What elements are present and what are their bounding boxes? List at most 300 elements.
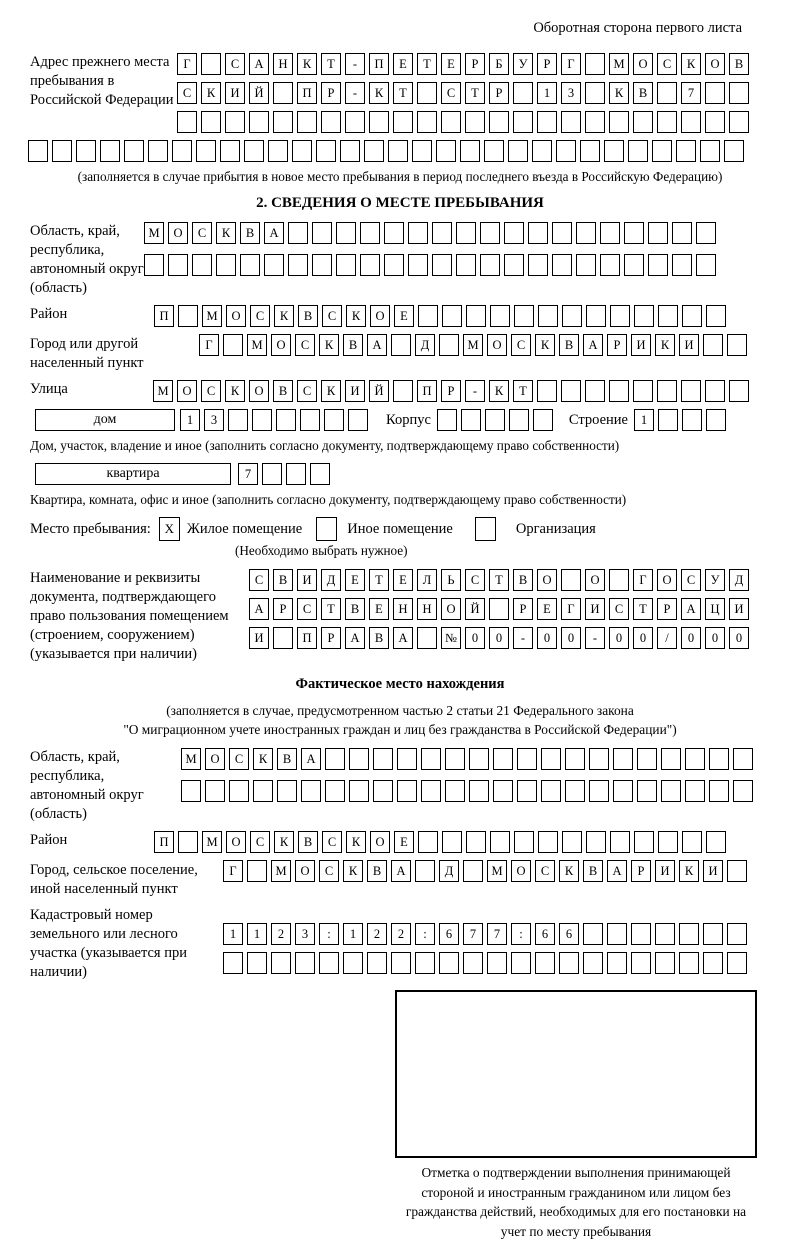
char-cell[interactable] [271,952,291,974]
char-cell[interactable]: С [511,334,531,356]
char-cell[interactable]: К [274,831,294,853]
char-cell[interactable]: 2 [271,923,291,945]
char-cell[interactable] [324,409,344,431]
char-cell[interactable] [336,254,356,276]
char-cell[interactable]: К [346,831,366,853]
char-cell[interactable]: Е [394,831,414,853]
char-cell[interactable]: С [535,860,555,882]
char-cell[interactable] [682,409,702,431]
char-cell[interactable] [273,627,293,649]
char-cell[interactable]: К [201,82,221,104]
char-cell[interactable] [682,831,702,853]
char-cell[interactable] [168,254,188,276]
char-cell[interactable]: 1 [247,923,267,945]
char-cell[interactable] [513,82,533,104]
char-cell[interactable]: О [657,569,677,591]
char-cell[interactable]: К [346,305,366,327]
char-cell[interactable] [463,860,483,882]
char-cell[interactable] [301,780,321,802]
char-cell[interactable] [706,305,726,327]
char-cell[interactable] [421,780,441,802]
char-cell[interactable] [514,831,534,853]
char-cell[interactable] [657,380,677,402]
char-cell[interactable] [729,82,749,104]
char-cell[interactable]: М [271,860,291,882]
char-cell[interactable]: О [249,380,269,402]
checkbox-organization[interactable] [475,517,496,541]
char-cell[interactable]: С [441,82,461,104]
char-cell[interactable]: И [585,598,605,620]
char-cell[interactable]: Ц [705,598,725,620]
char-cell[interactable]: К [489,380,509,402]
char-cell[interactable] [480,222,500,244]
char-cell[interactable] [228,409,248,431]
char-cell[interactable]: И [225,82,245,104]
char-cell[interactable]: Н [393,598,413,620]
char-cell[interactable] [466,305,486,327]
char-cell[interactable] [513,111,533,133]
char-cell[interactable]: И [729,598,749,620]
char-cell[interactable] [637,748,657,770]
char-cell[interactable] [52,140,72,162]
char-cell[interactable] [300,409,320,431]
char-cell[interactable] [485,409,505,431]
char-cell[interactable] [415,952,435,974]
char-cell[interactable]: У [705,569,725,591]
char-cell[interactable] [706,409,726,431]
char-cell[interactable] [223,334,243,356]
char-cell[interactable]: 2 [367,923,387,945]
char-cell[interactable]: № [441,627,461,649]
char-cell[interactable] [729,380,749,402]
char-cell[interactable]: Г [223,860,243,882]
char-cell[interactable]: П [154,305,174,327]
char-cell[interactable] [436,140,456,162]
char-cell[interactable] [709,748,729,770]
char-cell[interactable] [373,780,393,802]
char-cell[interactable]: Т [393,82,413,104]
char-cell[interactable] [624,254,644,276]
char-cell[interactable]: Г [633,569,653,591]
char-cell[interactable] [201,111,221,133]
char-cell[interactable]: Е [393,53,413,75]
char-cell[interactable] [273,82,293,104]
char-cell[interactable] [583,923,603,945]
char-cell[interactable]: А [391,860,411,882]
char-cell[interactable]: В [298,831,318,853]
char-cell[interactable]: Р [607,334,627,356]
char-cell[interactable] [418,831,438,853]
char-cell[interactable]: О [271,334,291,356]
char-cell[interactable]: Е [393,569,413,591]
char-cell[interactable] [349,780,369,802]
char-cell[interactable] [421,748,441,770]
char-cell[interactable] [658,409,678,431]
char-cell[interactable] [682,305,702,327]
char-cell[interactable] [295,952,315,974]
char-cell[interactable] [631,952,651,974]
char-cell[interactable]: В [583,860,603,882]
char-cell[interactable] [469,780,489,802]
char-cell[interactable]: В [240,222,260,244]
char-cell[interactable]: И [345,380,365,402]
char-cell[interactable] [493,748,513,770]
char-cell[interactable] [541,748,561,770]
char-cell[interactable]: Д [439,860,459,882]
char-cell[interactable]: С [229,748,249,770]
char-cell[interactable] [561,380,581,402]
char-cell[interactable]: К [297,53,317,75]
char-cell[interactable]: А [607,860,627,882]
char-cell[interactable]: О [226,305,246,327]
char-cell[interactable]: 1 [180,409,200,431]
char-cell[interactable]: О [705,53,725,75]
char-cell[interactable] [343,952,363,974]
checkbox-other-premises[interactable] [316,517,337,541]
char-cell[interactable]: О [177,380,197,402]
char-cell[interactable] [504,254,524,276]
char-cell[interactable]: Д [321,569,341,591]
char-cell[interactable]: 0 [609,627,629,649]
char-cell[interactable]: К [655,334,675,356]
char-cell[interactable]: И [297,569,317,591]
char-cell[interactable]: В [367,860,387,882]
char-cell[interactable]: - [345,82,365,104]
char-cell[interactable] [655,923,675,945]
char-cell[interactable] [508,140,528,162]
char-cell[interactable] [253,780,273,802]
char-cell[interactable]: Т [321,53,341,75]
char-cell[interactable]: К [319,334,339,356]
char-cell[interactable]: О [585,569,605,591]
char-cell[interactable] [177,111,197,133]
char-cell[interactable] [277,780,297,802]
char-cell[interactable] [565,780,585,802]
char-cell[interactable] [552,222,572,244]
char-cell[interactable]: М [487,860,507,882]
char-cell[interactable]: Н [273,53,293,75]
char-cell[interactable]: 0 [561,627,581,649]
char-cell[interactable]: Е [345,569,365,591]
char-cell[interactable] [408,222,428,244]
char-cell[interactable]: С [609,598,629,620]
char-cell[interactable] [609,569,629,591]
char-cell[interactable]: Е [441,53,461,75]
char-cell[interactable]: Е [394,305,414,327]
char-cell[interactable] [441,111,461,133]
char-cell[interactable]: 6 [559,923,579,945]
char-cell[interactable] [340,140,360,162]
char-cell[interactable] [705,111,725,133]
char-cell[interactable] [393,380,413,402]
char-cell[interactable] [696,254,716,276]
char-cell[interactable] [561,111,581,133]
char-cell[interactable] [727,923,747,945]
char-cell[interactable]: А [681,598,701,620]
char-cell[interactable]: Р [489,82,509,104]
char-cell[interactable] [628,140,648,162]
char-cell[interactable] [703,334,723,356]
char-cell[interactable] [733,748,753,770]
char-cell[interactable]: М [247,334,267,356]
char-cell[interactable] [456,254,476,276]
char-cell[interactable] [559,952,579,974]
char-cell[interactable]: И [679,334,699,356]
char-cell[interactable]: С [657,53,677,75]
char-cell[interactable]: А [345,627,365,649]
char-cell[interactable] [360,222,380,244]
char-cell[interactable]: О [537,569,557,591]
char-cell[interactable] [552,254,572,276]
char-cell[interactable] [247,860,267,882]
char-cell[interactable]: С [192,222,212,244]
char-cell[interactable]: К [369,82,389,104]
char-cell[interactable]: 0 [465,627,485,649]
char-cell[interactable]: И [631,334,651,356]
char-cell[interactable] [610,305,630,327]
char-cell[interactable] [537,111,557,133]
char-cell[interactable]: - [513,627,533,649]
char-cell[interactable] [562,831,582,853]
char-cell[interactable] [609,111,629,133]
char-cell[interactable]: К [681,53,701,75]
char-cell[interactable] [439,952,459,974]
char-cell[interactable]: Т [465,82,485,104]
char-cell[interactable]: 7 [463,923,483,945]
char-cell[interactable] [600,222,620,244]
char-cell[interactable]: К [253,748,273,770]
char-cell[interactable]: / [657,627,677,649]
char-cell[interactable] [252,409,272,431]
char-cell[interactable]: 3 [561,82,581,104]
char-cell[interactable] [585,380,605,402]
char-cell[interactable]: 6 [535,923,555,945]
char-cell[interactable]: : [319,923,339,945]
char-cell[interactable] [729,111,749,133]
char-cell[interactable]: С [250,831,270,853]
char-cell[interactable] [576,222,596,244]
char-cell[interactable]: С [295,334,315,356]
char-cell[interactable]: 1 [343,923,363,945]
char-cell[interactable]: С [225,53,245,75]
char-cell[interactable]: 0 [729,627,749,649]
char-cell[interactable] [672,254,692,276]
char-cell[interactable]: - [345,53,365,75]
char-cell[interactable] [384,222,404,244]
char-cell[interactable] [408,254,428,276]
char-cell[interactable]: - [585,627,605,649]
char-cell[interactable] [196,140,216,162]
char-cell[interactable] [541,780,561,802]
char-cell[interactable]: С [201,380,221,402]
char-cell[interactable] [537,380,557,402]
char-cell[interactable] [681,380,701,402]
char-cell[interactable]: С [465,569,485,591]
char-cell[interactable] [465,111,485,133]
char-cell[interactable]: - [465,380,485,402]
char-cell[interactable] [192,254,212,276]
char-cell[interactable] [312,222,332,244]
char-cell[interactable] [412,140,432,162]
char-cell[interactable] [286,463,306,485]
char-cell[interactable] [312,254,332,276]
char-cell[interactable] [685,748,705,770]
char-cell[interactable]: К [321,380,341,402]
char-cell[interactable] [292,140,312,162]
char-cell[interactable]: П [297,82,317,104]
char-cell[interactable]: Р [537,53,557,75]
char-cell[interactable] [703,923,723,945]
char-cell[interactable] [445,748,465,770]
char-cell[interactable] [325,780,345,802]
char-cell[interactable] [517,780,537,802]
char-cell[interactable] [655,952,675,974]
char-cell[interactable] [705,82,725,104]
char-cell[interactable] [417,627,437,649]
char-cell[interactable]: Д [729,569,749,591]
char-cell[interactable]: О [370,305,390,327]
char-cell[interactable] [493,780,513,802]
char-cell[interactable]: О [295,860,315,882]
char-cell[interactable]: А [583,334,603,356]
char-cell[interactable] [244,140,264,162]
char-cell[interactable] [297,111,317,133]
char-cell[interactable] [613,780,633,802]
char-cell[interactable] [388,140,408,162]
char-cell[interactable] [276,409,296,431]
char-cell[interactable] [528,254,548,276]
char-cell[interactable] [672,222,692,244]
char-cell[interactable] [509,409,529,431]
char-cell[interactable]: В [273,569,293,591]
char-cell[interactable]: Й [369,380,389,402]
char-cell[interactable] [533,409,553,431]
char-cell[interactable]: И [655,860,675,882]
char-cell[interactable] [580,140,600,162]
char-cell[interactable]: К [679,860,699,882]
char-cell[interactable] [369,111,389,133]
char-cell[interactable] [652,140,672,162]
char-cell[interactable] [637,780,657,802]
char-cell[interactable]: У [513,53,533,75]
char-cell[interactable] [634,305,654,327]
char-cell[interactable] [624,222,644,244]
char-cell[interactable]: В [345,598,365,620]
char-cell[interactable]: С [322,831,342,853]
char-cell[interactable] [504,222,524,244]
char-cell[interactable]: Т [633,598,653,620]
char-cell[interactable] [348,409,368,431]
char-cell[interactable] [268,140,288,162]
char-cell[interactable]: : [511,923,531,945]
char-cell[interactable] [586,305,606,327]
char-cell[interactable] [373,748,393,770]
char-cell[interactable] [489,111,509,133]
char-cell[interactable]: 1 [537,82,557,104]
char-cell[interactable] [445,780,465,802]
char-cell[interactable] [432,254,452,276]
char-cell[interactable]: С [177,82,197,104]
char-cell[interactable] [561,569,581,591]
char-cell[interactable]: Г [561,53,581,75]
char-cell[interactable]: А [367,334,387,356]
char-cell[interactable]: Т [489,569,509,591]
char-cell[interactable] [417,82,437,104]
char-cell[interactable] [676,140,696,162]
char-cell[interactable]: М [144,222,164,244]
char-cell[interactable]: : [415,923,435,945]
char-cell[interactable] [484,140,504,162]
char-cell[interactable] [76,140,96,162]
char-cell[interactable] [586,831,606,853]
char-cell[interactable]: 0 [705,627,725,649]
char-cell[interactable] [681,111,701,133]
char-cell[interactable] [727,334,747,356]
char-cell[interactable]: М [202,305,222,327]
char-cell[interactable]: Е [537,598,557,620]
char-cell[interactable] [124,140,144,162]
char-cell[interactable] [220,140,240,162]
char-cell[interactable]: 7 [681,82,701,104]
char-cell[interactable] [700,140,720,162]
char-cell[interactable] [532,140,552,162]
char-cell[interactable] [456,222,476,244]
char-cell[interactable]: П [369,53,389,75]
char-cell[interactable] [661,748,681,770]
char-cell[interactable] [658,305,678,327]
char-cell[interactable] [364,140,384,162]
char-cell[interactable]: С [250,305,270,327]
char-cell[interactable]: М [202,831,222,853]
char-cell[interactable]: Т [417,53,437,75]
char-cell[interactable] [607,952,627,974]
char-cell[interactable]: П [297,627,317,649]
char-cell[interactable]: Т [369,569,389,591]
char-cell[interactable] [262,463,282,485]
char-cell[interactable] [562,305,582,327]
char-cell[interactable] [391,952,411,974]
char-cell[interactable]: С [322,305,342,327]
char-cell[interactable] [391,334,411,356]
char-cell[interactable] [310,463,330,485]
char-cell[interactable] [604,140,624,162]
char-cell[interactable]: В [633,82,653,104]
char-cell[interactable]: К [274,305,294,327]
char-cell[interactable] [397,780,417,802]
char-cell[interactable]: О [226,831,246,853]
char-cell[interactable] [345,111,365,133]
char-cell[interactable]: А [249,53,269,75]
char-cell[interactable]: 6 [439,923,459,945]
char-cell[interactable]: 0 [489,627,509,649]
char-cell[interactable] [727,860,747,882]
char-cell[interactable]: С [249,569,269,591]
char-cell[interactable]: В [513,569,533,591]
char-cell[interactable] [535,952,555,974]
char-cell[interactable]: В [559,334,579,356]
char-cell[interactable] [490,831,510,853]
char-cell[interactable] [589,748,609,770]
char-cell[interactable] [634,831,654,853]
char-cell[interactable] [178,831,198,853]
char-cell[interactable] [437,409,457,431]
char-cell[interactable]: Н [417,598,437,620]
char-cell[interactable]: С [297,598,317,620]
char-cell[interactable] [538,305,558,327]
char-cell[interactable] [706,831,726,853]
char-cell[interactable]: М [181,748,201,770]
char-cell[interactable]: 0 [633,627,653,649]
